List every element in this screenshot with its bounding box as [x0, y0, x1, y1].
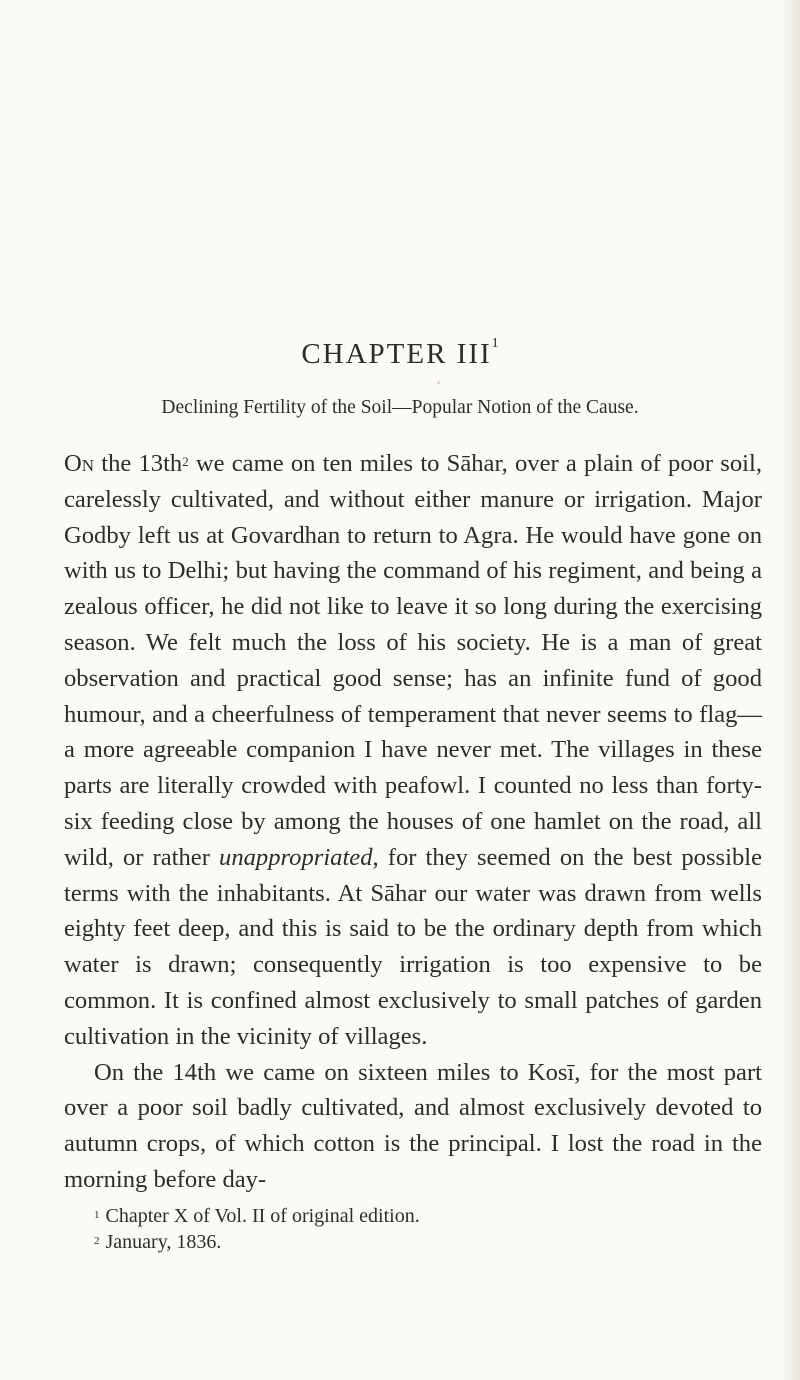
- footnote-2-marker: 2: [94, 1235, 100, 1247]
- footnote-1-marker: 1: [94, 1209, 100, 1221]
- footnote-1-text: Chapter X of Vol. II of original edition.: [105, 1205, 420, 1227]
- chapter-subtitle: Declining Fertility of the Soil—Popular Notion of the Cause.: [161, 397, 639, 418]
- paragraph-1-segment-3: , for they seemed on the best possible terms with the inhabitants. At Sāhar our water was drawn from wells eighty feet deep, and this is said to be the ordinary depth from which water is drawn; consequently irrigation is too expensive to be common. It is confined almost exclusively to small patches of garden cultivation in the vicinity of villages.: [64, 843, 762, 1050]
- paragraph-1-segment-2: we came on ten miles to Sāhar, over a plain of poor soil, carelessly cultivated, and without either manure or irrigation. Major Godby left us at Govardhan to return to Agra. He would have gone on with us to Delhi; but having the command of his regiment, and being a zealous officer, he did not like to leave it so long during the exercising season. We felt much the loss of his society. He is a man of great observation and practical good sense; has an infinite fund of good humour, and a cheerfulness of temperament that never seems to flag—a more agreeable companion I have never met. The villages in these parts are literally crowded with peafowl. I counted no less than forty-six feeding close by among the houses of one hamlet on the road, all wild, or rather: [64, 450, 762, 871]
- ornament-dot: •: [437, 378, 441, 388]
- paragraph-2: On the 14th we came on sixteen miles to Kosī, for the most part over a poor soil badly cultivated, and almost exclusively devoted to autumn crops, of which cotton is the principal. I lost the road in the morning before day-: [64, 1058, 762, 1193]
- footnote-2: [94, 1229, 762, 1255]
- paragraph-1-segment-1: the 13th: [94, 450, 183, 477]
- body-text: [64, 446, 762, 1198]
- footnotes: [94, 1203, 762, 1255]
- footnote-marker-2: 2: [182, 454, 189, 469]
- footnote-2-text: January, 1836.: [105, 1231, 222, 1253]
- footnote-1: [94, 1203, 762, 1229]
- page-edge-shadow: [782, 0, 800, 1380]
- italic-word: unappropriated: [219, 843, 373, 871]
- chapter-footnote-marker: 1: [491, 336, 499, 351]
- paragraph-lead-word: On: [64, 450, 95, 477]
- chapter-title-text: CHAPTER III: [301, 338, 492, 370]
- paragraph-1: [64, 446, 762, 1055]
- chapter-title: [0, 336, 800, 370]
